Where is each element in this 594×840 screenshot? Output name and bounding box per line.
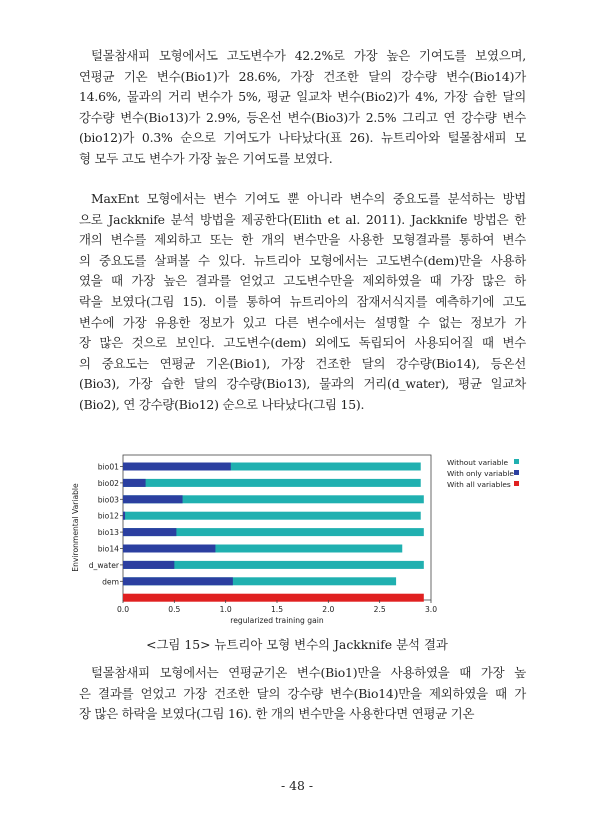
legend-label-0: Without variable [447,458,509,467]
category-label-dem: dem [102,577,119,587]
text-line: (Bio2), 연 강수량(Bio12) 순으로 나타났다(그림 15). [79,396,365,412]
x-axis-label: regularized training gain [230,616,324,625]
text-line: 강수량 변수(Bio13)가 2.9%, 등온선 변수(Bio3)가 2.5% 그리고 연 강수량 변수 [79,109,526,125]
bar-with-all-variables [123,594,424,602]
x-tick-label: 3.0 [424,605,438,614]
text-line: 14.6%, 물과의 거리 변수가 5%, 평균 일교차 변수(Bio2)가 4%, 가장 습한 달의 [79,89,526,105]
bar-without-bio12 [123,512,421,520]
text-line: 으로 Jackknife 분석 방법을 제공한다(Elith et al. 2011). Jackknife 방법은 한 [79,211,526,227]
text-line: 털몰참새피 모형에서도 고도변수가 42.2%로 가장 높은 기여도를 보였으며, [91,48,526,63]
bar-only-d_water [123,561,174,569]
legend-swatch-2 [514,481,519,486]
bar-only-bio13 [123,528,176,536]
bar-only-bio14 [123,545,215,553]
figure-caption: <그림 15> 뉴트리아 모형 변수의 Jackknife 분석 결과 [146,637,448,652]
text-line: 연평균 기온 변수(Bio1)가 28.6%, 가장 건조한 달의 강수량 변수(Bio14)가 [79,68,526,84]
text-line: 였을 때 가장 높은 결과를 얻었고 고도변수만을 제외하였을 때 가장 많은 하 [79,273,526,289]
legend-label-2: With all variables [447,480,511,489]
text-line: 장 많은 하락을 보였다(그림 16). 한 개의 변수만을 사용한다면 연평균 기온 [79,706,475,722]
x-tick-label: 2.5 [373,605,386,614]
text-line: 의 중요도를 살펴볼 수 있다. 뉴트리아 모형에서는 고도변수(dem)만을 사용하 [79,252,526,268]
jackknife-chart [66,450,534,630]
bar-only-bio02 [123,479,146,487]
text-line: 락을 보였다(그림 15). 이를 통하여 뉴트리아의 잠재서식지를 예측하기에 고도 [79,293,526,309]
legend-swatch-1 [514,470,519,475]
bar-only-bio03 [123,495,183,503]
paragraph-3 [79,663,526,725]
text-line: 변수에 가장 유용한 정보가 있고 다른 변수에서는 설명할 수 없는 정보가 가 [79,314,526,330]
text-line: 털몰참새피 모형에서는 연평균기온 변수(Bio1)만을 사용하였을 때 가장 높 [91,665,526,680]
bar-only-bio12 [123,512,125,520]
text-line: 개의 변수를 제외하고 또는 한 개의 변수만을 사용한 모형결과를 통하여 변수 [79,232,526,248]
legend-swatch-0 [514,459,519,464]
text-line: (bio12)가 0.3% 순으로 기여도가 나타났다(표 26). 뉴트리아와 털몰참새피 모 [79,130,526,146]
category-label-bio03: bio03 [97,495,119,505]
x-tick-label: 2.0 [322,605,335,614]
text-line: 은 결과를 얻었고 가장 건조한 달의 강수량 변수(Bio14)만을 제외하였을 때 가 [79,685,526,701]
y-axis-label: Environmental Variable [71,483,80,572]
legend-label-1: With only variable [447,469,514,478]
text-line: (Bio3), 가장 습한 달의 강수량(Bio13), 물과의 거리(d_water), 평균 일교차 [79,376,526,392]
text-line: 장 많은 것으로 보인다. 고도변수(dem) 외에도 독립되어 사용되어질 때 변수 [79,335,526,351]
x-tick-label: 1.0 [219,605,232,614]
text-line: 형 모두 고도 변수가 가장 높은 기여도를 보였다. [79,150,333,166]
category-label-bio14: bio14 [97,544,119,554]
bar-only-dem [123,577,233,585]
bar-only-bio01 [123,463,231,471]
paragraph-2 [79,189,526,416]
category-label-bio12: bio12 [97,511,119,521]
x-tick-label: 1.5 [270,605,284,614]
x-tick-label: 0.5 [168,605,181,614]
page-number: - 48 - [280,778,314,793]
category-label-bio01: bio01 [97,462,119,472]
jackknife-chart-svg [66,450,534,630]
text-line: MaxEnt 모형에서는 변수 기여도 뿐 아니라 변수의 중요도를 분석하는 방법 [91,191,526,206]
category-label-bio13: bio13 [97,528,119,538]
bar-without-bio02 [123,479,421,487]
text-line: 의 중요도는 연평균 기온(Bio1), 가장 건조한 달의 강수량(Bio14), 등온선 [79,355,526,371]
paragraph-1 [79,46,526,170]
category-label-bio02: bio02 [97,478,119,488]
category-label-d_water: d_water [88,560,119,570]
x-tick-label: 0.0 [116,605,130,614]
